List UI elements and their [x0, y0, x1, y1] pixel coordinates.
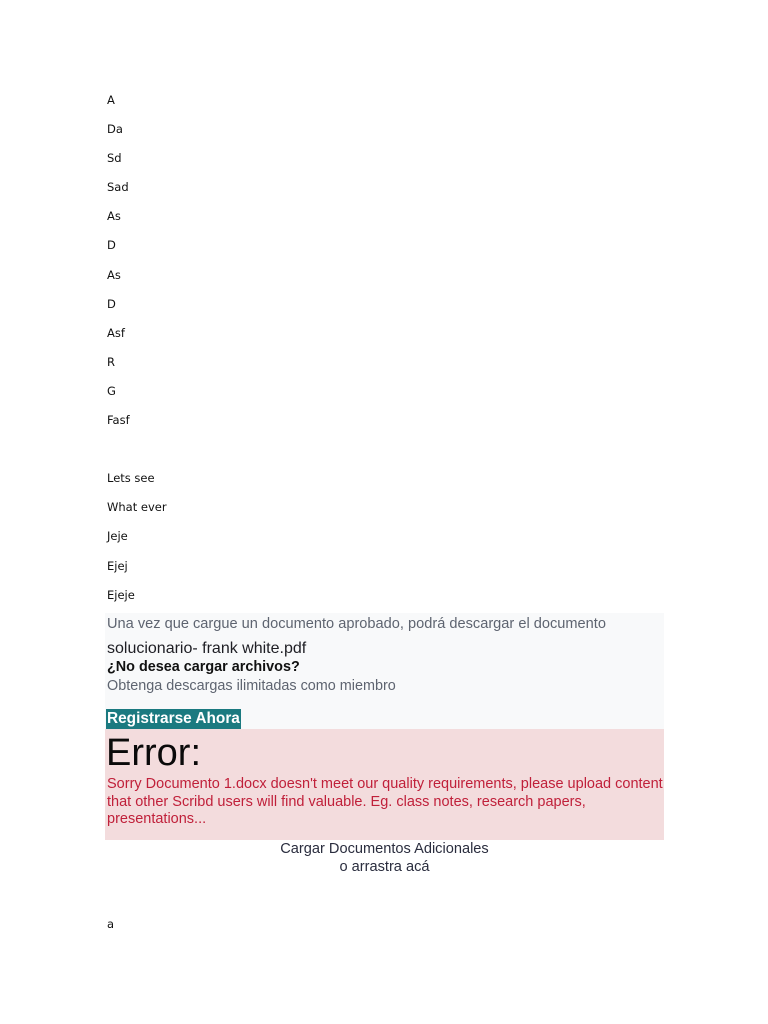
membership-subtext: Obtenga descargas ilimitadas como miembro	[107, 678, 396, 694]
upload-additional-documents-link[interactable]: Cargar Documentos Adicionales	[280, 841, 489, 857]
drag-here-hint: o arrastra acá	[339, 859, 430, 875]
document-line: Asf	[107, 325, 125, 340]
document-line: G	[107, 383, 116, 398]
error-title: Error:	[106, 732, 201, 774]
document-line: As	[107, 267, 121, 282]
document-line: Lets see	[107, 471, 155, 486]
document-line: A	[107, 93, 115, 107]
document-line: Ejej	[107, 558, 128, 573]
download-notice: Una vez que cargue un documento aprobado, podrá descargar el documento	[107, 616, 606, 632]
document-line: Fasf	[107, 413, 130, 428]
document-line: D	[107, 296, 116, 311]
document-line: R	[107, 354, 115, 369]
upload-dropzone[interactable]	[105, 840, 664, 876]
document-line: Sad	[107, 180, 129, 195]
error-message-box	[105, 729, 664, 840]
document-line: D	[107, 238, 116, 253]
register-now-button[interactable]: Registrarse Ahora	[107, 710, 240, 727]
error-description: Sorry Documento 1.docx doesn't meet our quality requirements, please upload content that other Scribd users will find valuable. Eg. class notes, research papers, presentations...	[107, 776, 663, 828]
document-blank-line	[107, 441, 407, 470]
document-text	[107, 92, 407, 616]
document-line: As	[107, 209, 121, 224]
document-line: Ejeje	[107, 587, 135, 602]
document-line: Jeje	[107, 529, 128, 544]
document-line: What ever	[107, 500, 167, 515]
document-line: a	[107, 917, 115, 931]
document-line: Da	[107, 122, 123, 137]
document-filename: solucionario- frank white.pdf	[107, 640, 307, 657]
document-line: Sd	[107, 151, 122, 166]
no-upload-question: ¿No desea cargar archivos?	[107, 659, 300, 675]
